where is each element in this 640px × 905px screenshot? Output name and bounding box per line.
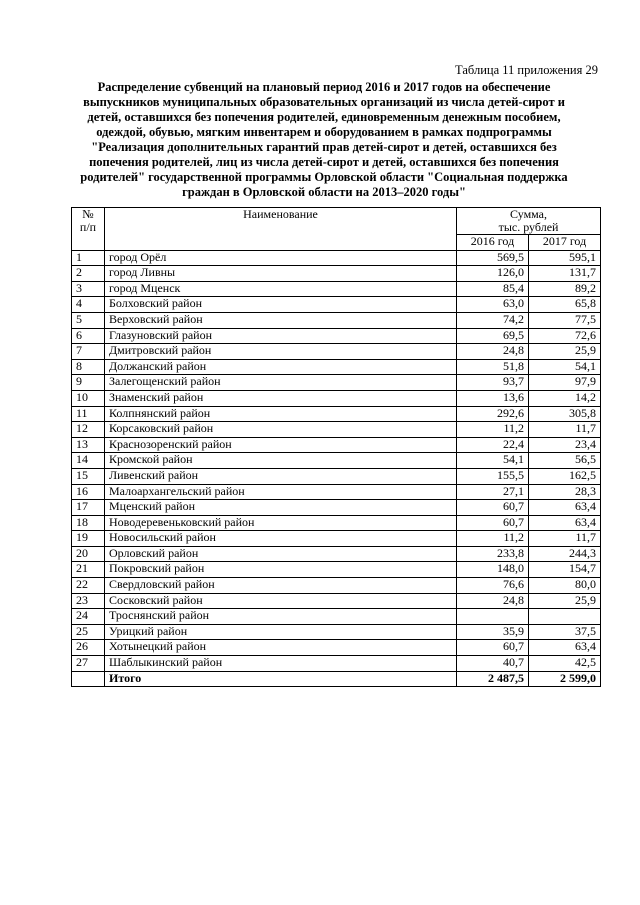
row-value-2016: 11,2 — [457, 422, 529, 438]
row-number: 18 — [72, 515, 105, 531]
table-row — [72, 593, 601, 609]
row-name: Знаменский район — [105, 390, 457, 406]
row-value-2016: 233,8 — [457, 546, 529, 562]
row-value-2017: 11,7 — [529, 422, 601, 438]
table-row — [72, 359, 601, 375]
table-header-row — [72, 208, 601, 235]
row-value-2016: 54,1 — [457, 453, 529, 469]
row-value-2016: 569,5 — [457, 250, 529, 266]
row-name: Новосильский район — [105, 531, 457, 547]
title-line: выпускников муниципальных образовательных организаций из числа детей-сирот и — [83, 95, 565, 109]
row-name: Орловский район — [105, 546, 457, 562]
row-number: 10 — [72, 390, 105, 406]
table-row — [72, 562, 601, 578]
row-number: 16 — [72, 484, 105, 500]
table-row — [72, 656, 601, 672]
row-number: 8 — [72, 359, 105, 375]
row-value-2016: 22,4 — [457, 437, 529, 453]
row-number: 14 — [72, 453, 105, 469]
table-reference: Таблица 11 приложения 29 — [455, 63, 598, 77]
row-name: Залегощенский район — [105, 375, 457, 391]
table-row — [72, 328, 601, 344]
row-number: 27 — [72, 656, 105, 672]
header-sum-line1: Сумма, — [510, 207, 547, 221]
row-name: город Орёл — [105, 250, 457, 266]
row-value-2017: 23,4 — [529, 437, 601, 453]
row-number: 22 — [72, 578, 105, 594]
row-value-2017: 25,9 — [529, 593, 601, 609]
total-row — [72, 671, 601, 687]
row-value-2017: 37,5 — [529, 624, 601, 640]
header-number — [72, 208, 105, 251]
row-value-2016: 155,5 — [457, 468, 529, 484]
row-number: 23 — [72, 593, 105, 609]
row-value-2016: 69,5 — [457, 328, 529, 344]
table-row — [72, 312, 601, 328]
table-row — [72, 281, 601, 297]
table-row — [72, 640, 601, 656]
table-row — [72, 437, 601, 453]
row-value-2016: 24,8 — [457, 593, 529, 609]
row-value-2016: 148,0 — [457, 562, 529, 578]
row-name: Глазуновский район — [105, 328, 457, 344]
table-row — [72, 624, 601, 640]
row-name: Шаблыкинский район — [105, 656, 457, 672]
header-year-2016: 2016 год — [457, 235, 529, 251]
table-row — [72, 531, 601, 547]
row-number: 17 — [72, 500, 105, 516]
row-value-2017: 244,3 — [529, 546, 601, 562]
row-name: город Мценск — [105, 281, 457, 297]
row-number: 15 — [72, 468, 105, 484]
row-value-2016: 63,0 — [457, 297, 529, 313]
row-number: 2 — [72, 266, 105, 282]
row-value-2016: 93,7 — [457, 375, 529, 391]
row-number: 6 — [72, 328, 105, 344]
row-value-2017: 162,5 — [529, 468, 601, 484]
header-number-line2: п/п — [79, 220, 97, 234]
row-name: Верховский район — [105, 312, 457, 328]
row-value-2017: 56,5 — [529, 453, 601, 469]
subsidy-table — [71, 207, 601, 687]
title-line: "Реализация дополнительных гарантий прав детей-сирот и детей, оставшихся без — [91, 140, 557, 154]
row-name: Ливенский район — [105, 468, 457, 484]
row-value-2017: 595,1 — [529, 250, 601, 266]
row-name: Покровский район — [105, 562, 457, 578]
table-row — [72, 250, 601, 266]
row-name: Новодеревеньковский район — [105, 515, 457, 531]
row-value-2016: 35,9 — [457, 624, 529, 640]
row-name: Краснозоренский район — [105, 437, 457, 453]
header-year-2017: 2017 год — [529, 235, 601, 251]
row-value-2017 — [529, 609, 601, 625]
row-value-2016: 74,2 — [457, 312, 529, 328]
document-title — [74, 80, 574, 200]
row-name: Малоархангельский район — [105, 484, 457, 500]
row-value-2017: 28,3 — [529, 484, 601, 500]
table-row — [72, 484, 601, 500]
header-name: Наименование — [105, 208, 457, 251]
row-name: город Ливны — [105, 266, 457, 282]
table-row — [72, 453, 601, 469]
row-value-2016: 60,7 — [457, 515, 529, 531]
table-row — [72, 609, 601, 625]
row-name: Хотынецкий район — [105, 640, 457, 656]
row-number: 7 — [72, 344, 105, 360]
row-value-2017: 77,5 — [529, 312, 601, 328]
row-value-2016: 76,6 — [457, 578, 529, 594]
row-value-2017: 63,4 — [529, 500, 601, 516]
row-value-2017: 154,7 — [529, 562, 601, 578]
table-row — [72, 422, 601, 438]
table-row — [72, 406, 601, 422]
row-number: 3 — [72, 281, 105, 297]
row-name: Троснянский район — [105, 609, 457, 625]
row-number: 19 — [72, 531, 105, 547]
table-row — [72, 468, 601, 484]
table-row — [72, 578, 601, 594]
row-number: 1 — [72, 250, 105, 266]
row-value-2016: 13,6 — [457, 390, 529, 406]
total-value-2016: 2 487,5 — [457, 671, 529, 687]
row-value-2016: 11,2 — [457, 531, 529, 547]
row-value-2017: 305,8 — [529, 406, 601, 422]
row-value-2017: 42,5 — [529, 656, 601, 672]
row-value-2016: 27,1 — [457, 484, 529, 500]
row-value-2017: 80,0 — [529, 578, 601, 594]
row-value-2016: 24,8 — [457, 344, 529, 360]
header-number-line1: № — [82, 207, 94, 221]
row-name: Болховский район — [105, 297, 457, 313]
row-number: 13 — [72, 437, 105, 453]
row-value-2016: 126,0 — [457, 266, 529, 282]
row-name: Колпнянский район — [105, 406, 457, 422]
row-value-2017: 25,9 — [529, 344, 601, 360]
title-line: родителей" государственной программы Орловской области "Социальная поддержка — [80, 170, 568, 184]
table-row — [72, 500, 601, 516]
row-value-2017: 131,7 — [529, 266, 601, 282]
row-number: 21 — [72, 562, 105, 578]
row-number: 11 — [72, 406, 105, 422]
total-value-2017: 2 599,0 — [529, 671, 601, 687]
row-value-2017: 11,7 — [529, 531, 601, 547]
row-value-2017: 72,6 — [529, 328, 601, 344]
table-row — [72, 375, 601, 391]
title-line: попечения родителей, лиц из числа детей-сирот и детей, оставшихся без попечения — [89, 155, 559, 169]
row-value-2016: 60,7 — [457, 500, 529, 516]
table-row — [72, 344, 601, 360]
row-name: Мценский район — [105, 500, 457, 516]
header-sum — [457, 208, 601, 235]
row-value-2016: 51,8 — [457, 359, 529, 375]
row-name: Кромской район — [105, 453, 457, 469]
row-value-2017: 63,4 — [529, 515, 601, 531]
table-row — [72, 546, 601, 562]
table-row — [72, 297, 601, 313]
row-number: 5 — [72, 312, 105, 328]
row-value-2017: 89,2 — [529, 281, 601, 297]
row-value-2016: 85,4 — [457, 281, 529, 297]
table-row — [72, 266, 601, 282]
table-body — [72, 250, 601, 687]
row-number: 24 — [72, 609, 105, 625]
row-number: 26 — [72, 640, 105, 656]
row-number: 4 — [72, 297, 105, 313]
total-label: Итого — [105, 671, 457, 687]
row-value-2016: 292,6 — [457, 406, 529, 422]
row-name: Корсаковский район — [105, 422, 457, 438]
row-value-2016 — [457, 609, 529, 625]
title-line: Распределение субвенций на плановый период 2016 и 2017 годов на обеспечение — [97, 80, 551, 94]
row-value-2017: 97,9 — [529, 375, 601, 391]
row-value-2016: 60,7 — [457, 640, 529, 656]
row-value-2017: 54,1 — [529, 359, 601, 375]
row-name: Сосковский район — [105, 593, 457, 609]
row-value-2016: 40,7 — [457, 656, 529, 672]
table-row — [72, 515, 601, 531]
row-number: 9 — [72, 375, 105, 391]
header-sum-line2: тыс. рублей — [498, 220, 559, 234]
row-number: 12 — [72, 422, 105, 438]
row-value-2017: 63,4 — [529, 640, 601, 656]
title-line: одеждой, обувью, мягким инвентарем и оборудованием в рамках подпрограммы — [96, 125, 552, 139]
row-value-2017: 14,2 — [529, 390, 601, 406]
total-number — [72, 671, 105, 687]
row-name: Дмитровский район — [105, 344, 457, 360]
row-number: 20 — [72, 546, 105, 562]
table-row — [72, 390, 601, 406]
row-name: Свердловский район — [105, 578, 457, 594]
row-number: 25 — [72, 624, 105, 640]
row-name: Должанский район — [105, 359, 457, 375]
title-line: граждан в Орловской области на 2013–2020 годы" — [182, 185, 466, 199]
title-line: детей, оставшихся без попечения родителей, единовременным денежным пособием, — [87, 110, 561, 124]
row-value-2017: 65,8 — [529, 297, 601, 313]
row-name: Урицкий район — [105, 624, 457, 640]
